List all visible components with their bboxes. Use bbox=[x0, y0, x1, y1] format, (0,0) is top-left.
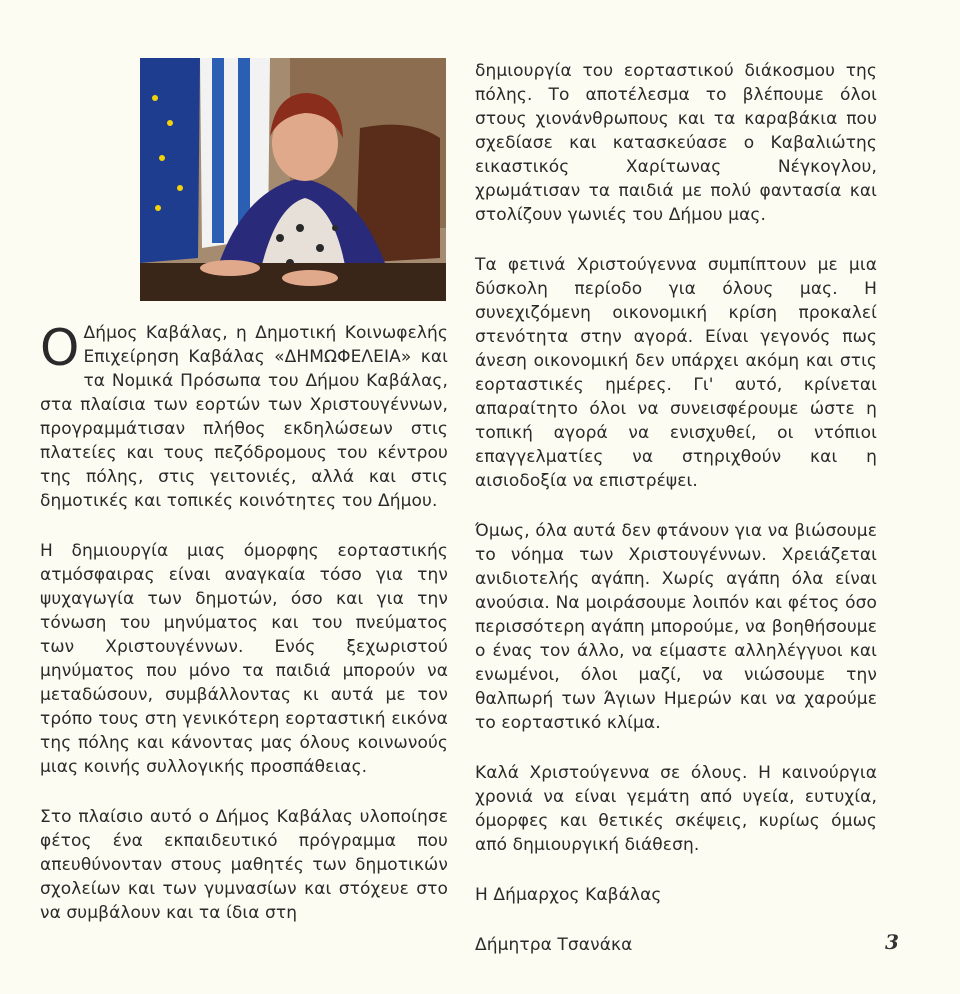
paragraph-1-text: Δήμος Καβάλας, η Δημοτική Κοινωφελής Επιχείρηση Καβάλας «ΔΗΜΩΦΕΛΕΙΑ» και τα Νομικά Πρόσωπα του Δήμου Καβάλας, στα πλαίσια των εορτών των Χριστουγέννων, προγραμμάτισαν πλήθος εκδηλώσεων στις πλατείες και τους πεζόδρομους του κέντρου της πόλης, στις γειτονιές, αλλά και στις δημοτικές και τοπικές κοινότητες του Δήμου. bbox=[40, 323, 448, 511]
eu-flag-icon bbox=[140, 58, 200, 263]
paragraph-4: Τα φετινά Χριστούγεννα συμπίπτουν με μια δύσκολη περίοδο για όλους μας. Η συνεχιζόμενη οικονομική κρίση προκαλεί στενότητα στην αγορά. Είναι γεγονός πως άνεση οικονομική δεν υπάρχει ακόμη και στις εορταστικές ημέρες. Γι' αυτό, κρίνεται απαραίτητο όλοι να συνεισφέρουμε ώστε η τοπική αγορά να ενισχυθεί, οι ντόπιοι επαγγελματίες να στηριχθούν και η αισιοδοξία να επιστρέψει. bbox=[475, 255, 877, 491]
left-column bbox=[40, 321, 448, 925]
signature-title: Η Δήμαρχος Καβάλας bbox=[475, 885, 662, 905]
signature-name: Δήμητρα Τσανάκα bbox=[475, 935, 633, 955]
paragraph-6: Καλά Χριστούγεννα σε όλους. Η καινούργια χρονιά να είναι γεμάτη από υγεία, ευτυχία, όμορφες και θετικές σκέψεις, κυρίως όμως από δημιουργική διάθεση. bbox=[475, 763, 877, 855]
page-number: 3 bbox=[885, 930, 899, 954]
paragraph-3-continued: δημιουργία του εορταστικού διάκοσμου της πόλης. Το αποτέλεσμα το βλέπουμε όλοι στους χιονάνθρωπους και τα καραβάκια που σχεδίασε και κατασκεύασε ο Καβαλιώτης εικαστικός Χαρίτωνας Νέγκογλου, χρωμάτισαν τα παιδιά με πολύ φαντασία και στολίζουν γωνιές του Δήμου μας. bbox=[475, 61, 877, 225]
paragraph-3: Στο πλαίσιο αυτό ο Δήμος Καβάλας υλοποίησε φέτος ένα εκπαιδευτικό πρόγραμμα που απευθύνονταν στους μαθητές των δημοτικών σχολείων και των γυμνασίων και στόχευε στο να συμβάλουν και τα ίδια στη bbox=[40, 807, 448, 923]
mayor-photo bbox=[140, 58, 446, 301]
paragraph-2: Η δημιουργία μιας όμορφης εορταστικής ατμόσφαιρας είναι αναγκαία τόσο για την ψυχαγωγία των δημοτών, όσο και για την τόνωση του μηνύματος και του πνεύματος των Χριστουγέννων. Ενός ξεχωριστού μηνύματος που μόνο τα παιδιά μπορούν να μεταδώσουν, συμβάλλοντας κι αυτά με τον τρόπο τους στη γενικότερη εορταστική εικόνα της πόλης και κάνοντας μας όλους κοινωνούς μιας κοινής συλλογικής προσπάθειας. bbox=[40, 541, 448, 777]
drop-cap: Ο bbox=[40, 319, 80, 377]
right-column bbox=[475, 59, 877, 957]
paragraph-1 bbox=[40, 321, 448, 513]
paragraph-5: Όμως, όλα αυτά δεν φτάνουν για να βιώσουμε το νόημα των Χριστουγέννων. Χρειάζεται ανιδιοτελής αγάπη. Χωρίς αγάπη όλα είναι ανούσια. Να μοιράσουμε λοιπόν και φέτος όσο περισσότερη αγάπη μπορούμε, να βοηθήσουμε ο ένας τον άλλο, να είμαστε αλληλέγγυοι και ενωμένοι, όλοι μαζί, να νιώσουμε την θαλπωρή των Άγιων Ημερών και να χαρούμε το εορταστικό κλίμα. bbox=[475, 521, 877, 733]
